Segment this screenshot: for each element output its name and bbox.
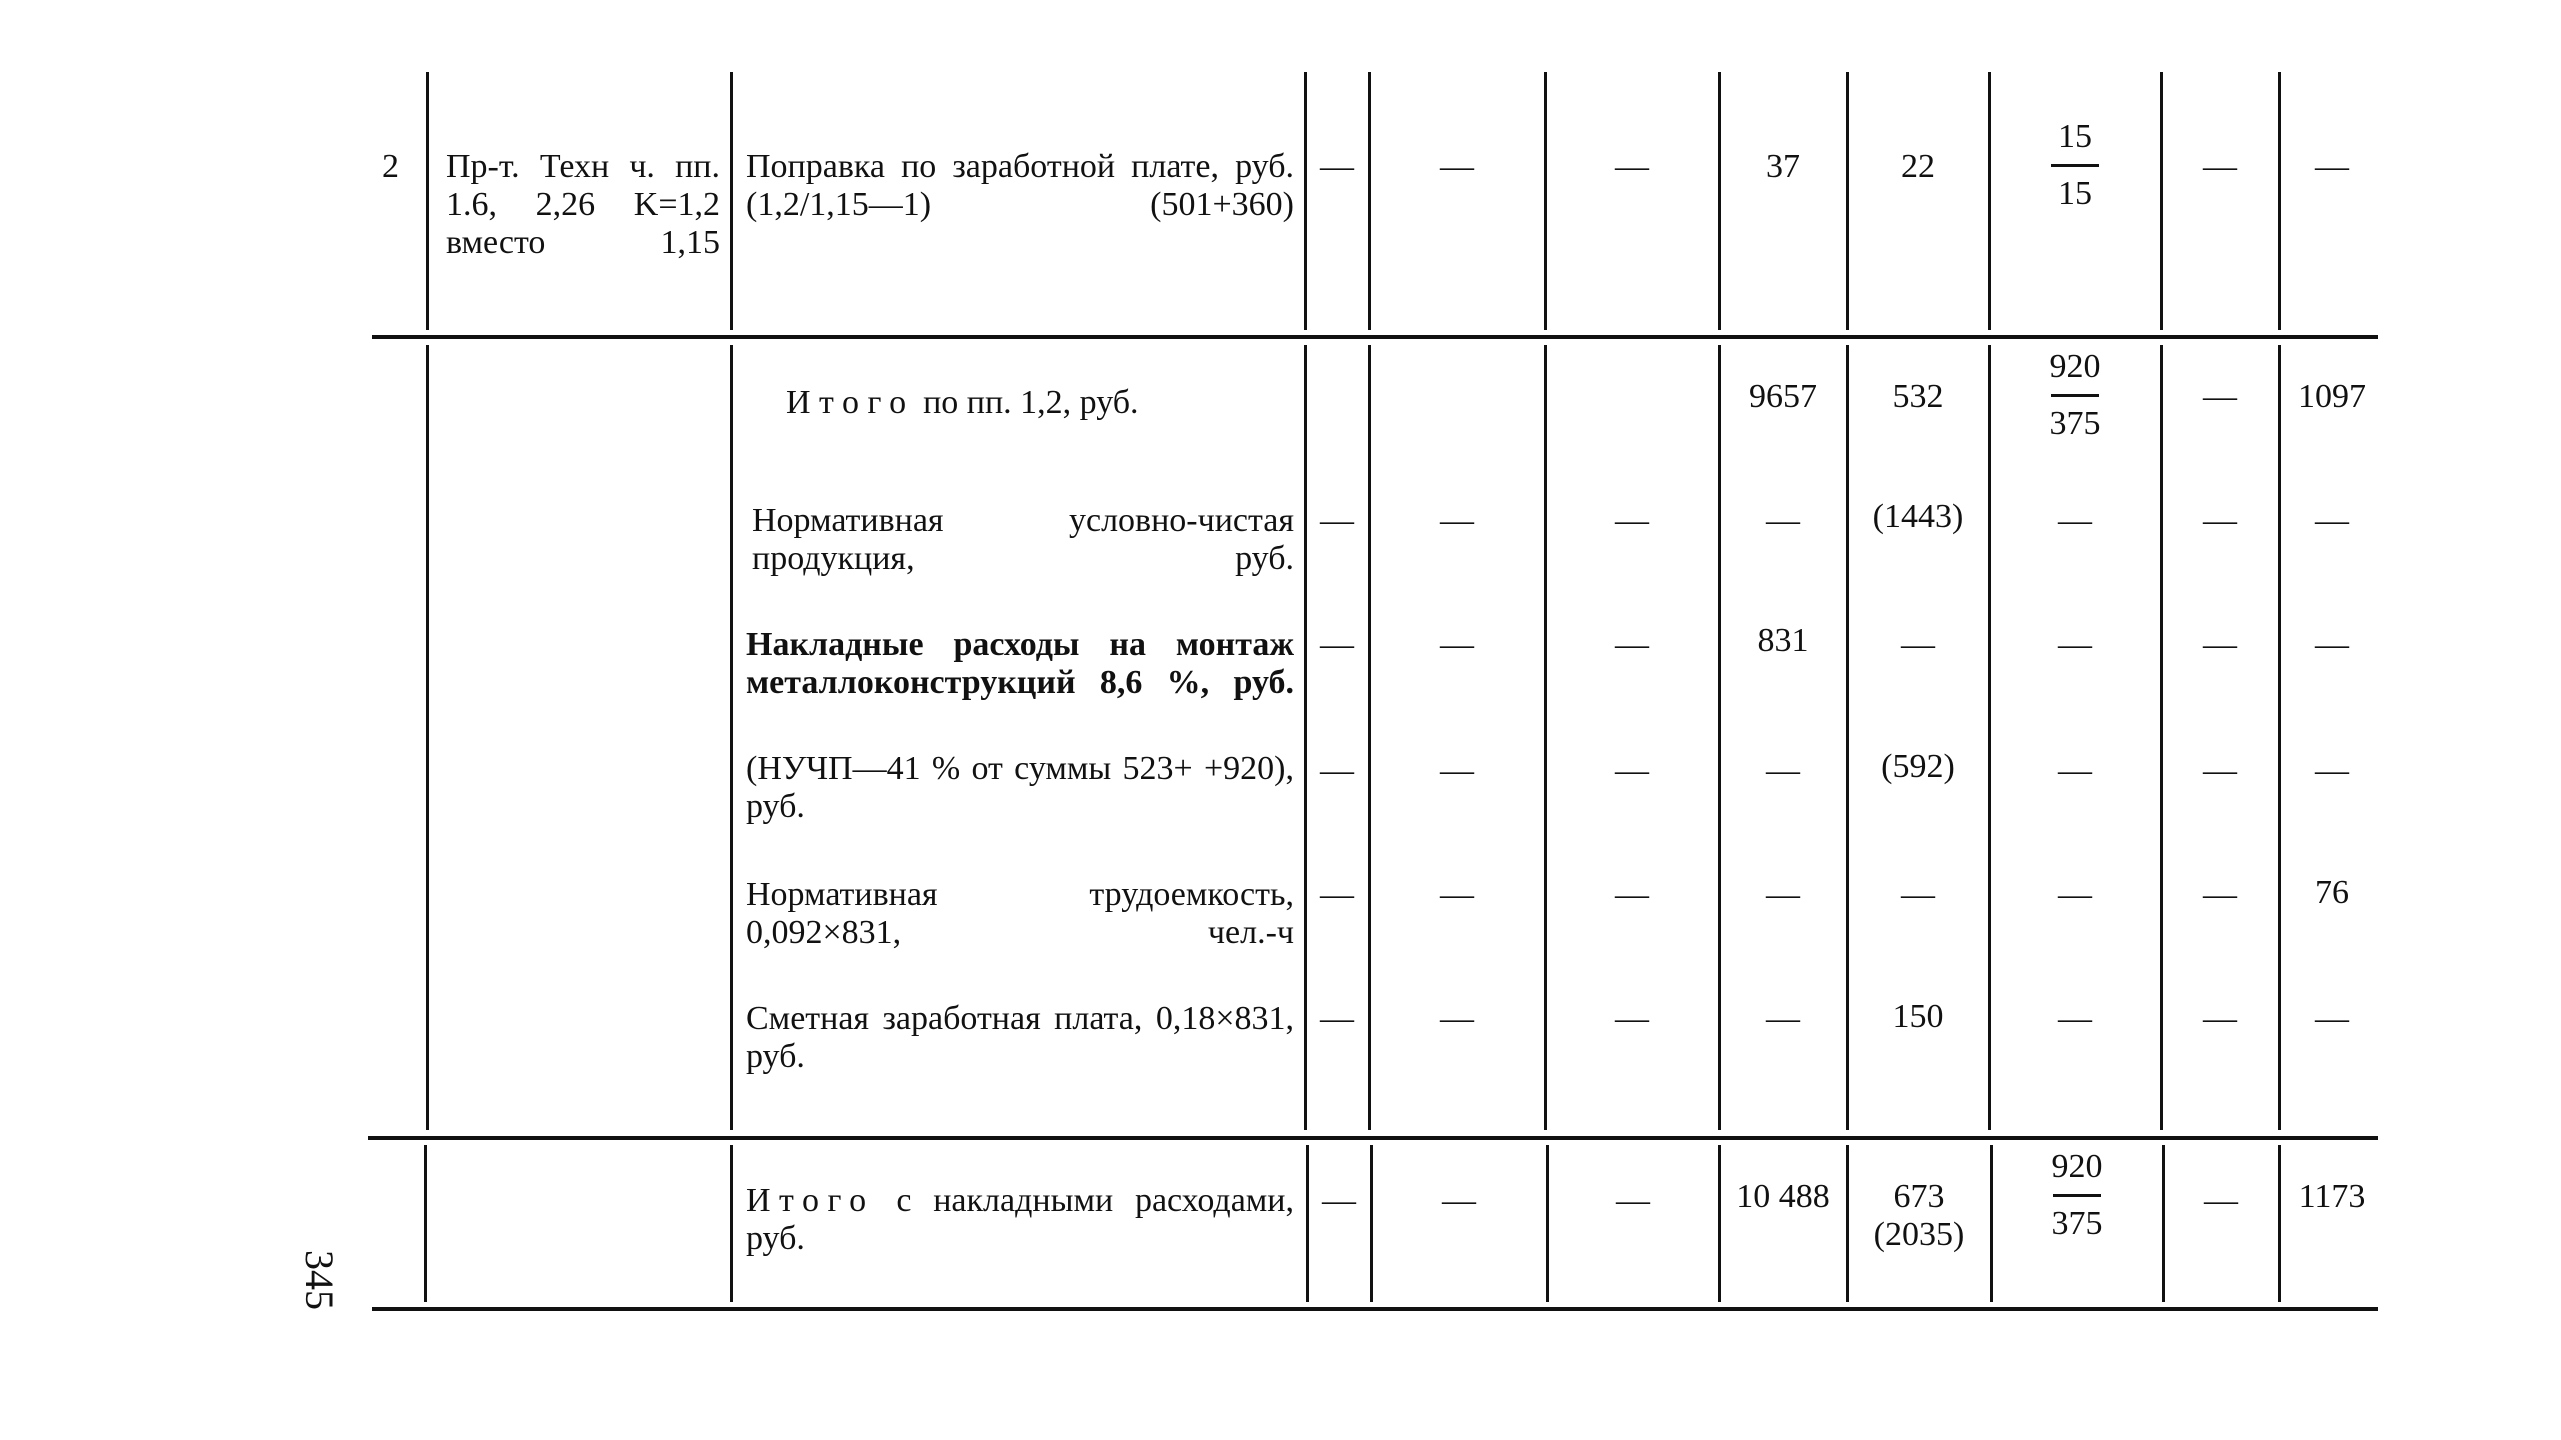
line-c8: 150 bbox=[1892, 998, 1944, 1035]
line-c11: — bbox=[2315, 1000, 2349, 1037]
subtotal-label bbox=[786, 384, 1286, 422]
line-c11: — bbox=[2315, 752, 2349, 789]
line-c9: — bbox=[2058, 1000, 2092, 1037]
col-rule bbox=[1718, 72, 1721, 330]
line-c8: (592) bbox=[1881, 748, 1955, 785]
row-c4: — bbox=[1320, 148, 1354, 185]
row-c7: 37 bbox=[1766, 148, 1800, 185]
line-c9: — bbox=[2058, 502, 2092, 539]
line-description: (НУЧП—41 % от суммы 523+ +920), руб. bbox=[746, 750, 1294, 825]
col-rule bbox=[1544, 72, 1547, 330]
total-label-itogo: Итого bbox=[746, 1182, 875, 1219]
col-rule bbox=[1370, 1145, 1373, 1302]
subtotal-c10: — bbox=[2203, 378, 2237, 415]
col-rule bbox=[1718, 345, 1721, 1130]
col-rule bbox=[1304, 345, 1307, 1130]
line-c8: — bbox=[1901, 626, 1935, 663]
line-description: Сметная заработная плата, 0,18×831, руб. bbox=[746, 1000, 1294, 1075]
col-rule bbox=[1846, 72, 1849, 330]
line-c7: — bbox=[1766, 752, 1800, 789]
line-c10: — bbox=[2203, 626, 2237, 663]
line-c5: — bbox=[1440, 502, 1474, 539]
line-c11: — bbox=[2315, 626, 2349, 663]
row-description: Поправка по заработной плате, руб. (1,2/1,15—1) (501+360) bbox=[746, 148, 1294, 223]
line-c6: — bbox=[1615, 876, 1649, 913]
row-c10: — bbox=[2203, 148, 2237, 185]
col-rule bbox=[1846, 1145, 1849, 1302]
line-c7: 831 bbox=[1757, 622, 1809, 659]
col-rule bbox=[426, 72, 429, 330]
fraction-numerator: 920 bbox=[2051, 1148, 2103, 1185]
line-c8: (1443) bbox=[1872, 498, 1964, 535]
col-rule bbox=[2160, 72, 2163, 330]
col-rule bbox=[424, 1145, 427, 1302]
row-c5: — bbox=[1440, 148, 1474, 185]
line-c9: — bbox=[2058, 876, 2092, 913]
line-c5: — bbox=[1440, 876, 1474, 913]
fraction-bar bbox=[2051, 394, 2099, 397]
rule-table-bottom bbox=[372, 1307, 2378, 1311]
fraction-bar bbox=[2051, 164, 2099, 167]
line-c7: — bbox=[1766, 502, 1800, 539]
col-rule bbox=[1846, 345, 1849, 1130]
subtotal-label-rest: по пп. 1,2, руб. bbox=[923, 384, 1139, 421]
row-c8: 22 bbox=[1901, 148, 1935, 185]
col-rule bbox=[1546, 1145, 1549, 1302]
row-c11: — bbox=[2315, 148, 2349, 185]
subtotal-c9-fraction bbox=[1992, 348, 2158, 443]
line-c4: — bbox=[1320, 1000, 1354, 1037]
line-c9: — bbox=[2058, 752, 2092, 789]
total-c4: — bbox=[1322, 1182, 1356, 1219]
col-rule bbox=[1306, 1145, 1309, 1302]
line-c4: — bbox=[1320, 626, 1354, 663]
line-c4: — bbox=[1320, 752, 1354, 789]
fraction-bar bbox=[2053, 1194, 2101, 1197]
total-c5: — bbox=[1442, 1182, 1476, 1219]
page-number: 345 bbox=[297, 1250, 342, 1310]
rule-after-row-2 bbox=[372, 335, 2378, 339]
line-c4: — bbox=[1320, 502, 1354, 539]
col-rule bbox=[1544, 345, 1547, 1130]
total-label bbox=[746, 1182, 1294, 1258]
subtotal-label-itogo: Итого bbox=[786, 384, 915, 421]
col-rule bbox=[426, 345, 429, 1130]
line-c6: — bbox=[1615, 626, 1649, 663]
col-rule bbox=[1718, 1145, 1721, 1302]
line-c5: — bbox=[1440, 752, 1474, 789]
col-rule bbox=[730, 72, 733, 330]
line-c10: — bbox=[2203, 502, 2237, 539]
total-c10: — bbox=[2204, 1182, 2238, 1219]
line-description: Нормативная условно-чистая продукция, руб. bbox=[752, 502, 1294, 577]
subtotal-c7: 9657 bbox=[1749, 378, 1817, 415]
col-rule bbox=[730, 1145, 733, 1302]
fraction-numerator: 15 bbox=[2058, 118, 2092, 155]
col-rule bbox=[2162, 1145, 2165, 1302]
total-c7: 10 488 bbox=[1736, 1178, 1830, 1215]
line-c10: — bbox=[2203, 876, 2237, 913]
total-c8-value-paren: (2035) bbox=[1873, 1216, 1965, 1253]
line-c6: — bbox=[1615, 752, 1649, 789]
col-rule bbox=[2278, 345, 2281, 1130]
col-rule bbox=[1988, 72, 1991, 330]
line-c4: — bbox=[1320, 876, 1354, 913]
line-c7: — bbox=[1766, 1000, 1800, 1037]
total-c8 bbox=[1850, 1178, 1988, 1254]
total-c6: — bbox=[1616, 1182, 1650, 1219]
line-c6: — bbox=[1615, 1000, 1649, 1037]
line-c11: 76 bbox=[2315, 874, 2349, 911]
rule-before-total bbox=[368, 1136, 2378, 1140]
line-c5: — bbox=[1440, 1000, 1474, 1037]
line-c6: — bbox=[1615, 502, 1649, 539]
total-c11: 1173 bbox=[2298, 1178, 2366, 1215]
line-description: Нормативная трудоемкость, 0,092×831, чел.-ч bbox=[746, 876, 1294, 951]
line-c9: — bbox=[2058, 626, 2092, 663]
col-rule bbox=[2278, 1145, 2281, 1302]
total-label-rest: с накладными расходами, руб. bbox=[746, 1182, 1295, 1257]
fraction-denominator: 375 bbox=[2049, 405, 2101, 442]
col-rule bbox=[1368, 345, 1371, 1130]
col-rule bbox=[1988, 345, 1991, 1130]
col-rule bbox=[730, 345, 733, 1130]
row-c9-fraction bbox=[1992, 118, 2158, 213]
line-c8: — bbox=[1901, 876, 1935, 913]
line-c7: — bbox=[1766, 876, 1800, 913]
line-c5: — bbox=[1440, 626, 1474, 663]
col-rule bbox=[2278, 72, 2281, 330]
col-rule bbox=[1990, 1145, 1993, 1302]
fraction-denominator: 375 bbox=[2051, 1205, 2103, 1242]
row-c6: — bbox=[1615, 148, 1649, 185]
col-rule bbox=[2160, 345, 2163, 1130]
subtotal-c11: 1097 bbox=[2298, 378, 2366, 415]
row-reference: Пр-т. Техн ч. пп. 1.6, 2,26 K=1,2 вместо 1,15 bbox=[446, 148, 720, 261]
subtotal-c8: 532 bbox=[1892, 378, 1944, 415]
fraction-numerator: 920 bbox=[2049, 348, 2101, 385]
col-rule bbox=[1368, 72, 1371, 330]
total-c8-value: 673 bbox=[1893, 1178, 1945, 1215]
row-number: 2 bbox=[382, 148, 399, 185]
col-rule bbox=[1304, 72, 1307, 330]
fraction-denominator: 15 bbox=[2058, 175, 2092, 212]
line-c10: — bbox=[2203, 1000, 2237, 1037]
line-description: Накладные расходы на монтаж металлоконструкций 8,6 %, руб. bbox=[746, 626, 1294, 701]
total-c9-fraction bbox=[1994, 1148, 2160, 1243]
line-c11: — bbox=[2315, 502, 2349, 539]
line-c10: — bbox=[2203, 752, 2237, 789]
